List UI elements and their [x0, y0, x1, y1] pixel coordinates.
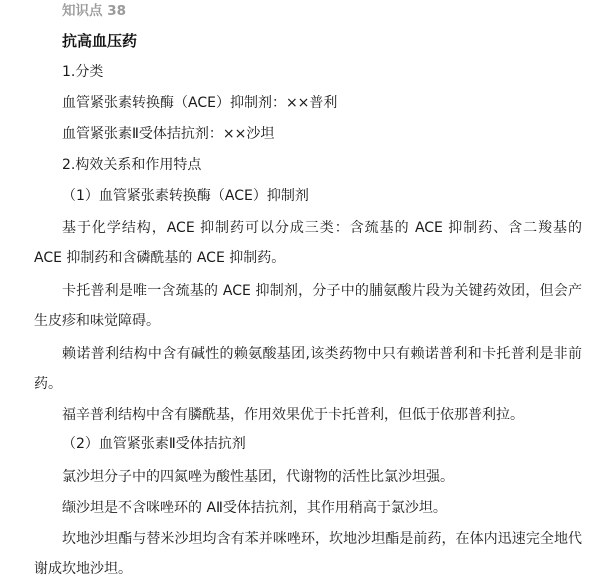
- classification-item-arb: 血管紧张素Ⅱ受体拮抗剂：××沙坦: [62, 126, 275, 142]
- classification-item-ace: 血管紧张素转换酶（ACE）抑制剂：××普利: [62, 95, 338, 111]
- ace-paragraph-structure: 基于化学结构，ACE 抑制药可以分成三类：含巯基的 ACE 抑制药、含二羧基的 ACE 抑制药和含磷酰基的 ACE 抑制药。: [34, 220, 582, 266]
- ace-paragraph-fosinopril: 福辛普利结构中含有膦酰基，作用效果优于卡托普利，但低于依那普利拉。: [62, 407, 524, 423]
- ace-paragraph-lisinopril: 赖诺普利结构中含有碱性的赖氨酸基团,该类药物中只有赖诺普利和卡托普利是非前药。: [34, 346, 582, 392]
- knowledge-point-label: 知识点 38: [62, 3, 126, 19]
- ace-inhibitor-subtitle: （1）血管紧张素转换酶（ACE）抑制剂: [62, 188, 309, 204]
- arb-paragraph-candesartan: 坎地沙坦酯与替米沙坦均含有苯并咪唑环，坎地沙坦酯是前药，在体内迅速完全地代谢成坎地沙坦。: [34, 531, 582, 577]
- section-heading: 抗高血压药: [62, 32, 138, 50]
- arb-subtitle: （2）血管紧张素Ⅱ受体拮抗剂: [62, 436, 246, 452]
- arb-paragraph-losartan: 氯沙坦分子中的四氮唑为酸性基团，代谢物的活性比氯沙坦强。: [62, 469, 454, 485]
- ace-paragraph-captopril: 卡托普利是唯一含巯基的 ACE 抑制剂，分子中的脯氨酸片段为关键药效团，但会产生皮疹和味觉障碍。: [34, 283, 582, 329]
- arb-paragraph-valsartan: 缬沙坦是不含咪唑环的 AⅡ受体拮抗剂，其作用稍高于氯沙坦。: [62, 500, 447, 516]
- classification-title: 1.分类: [62, 64, 104, 80]
- sar-title: 2.构效关系和作用特点: [62, 157, 202, 173]
